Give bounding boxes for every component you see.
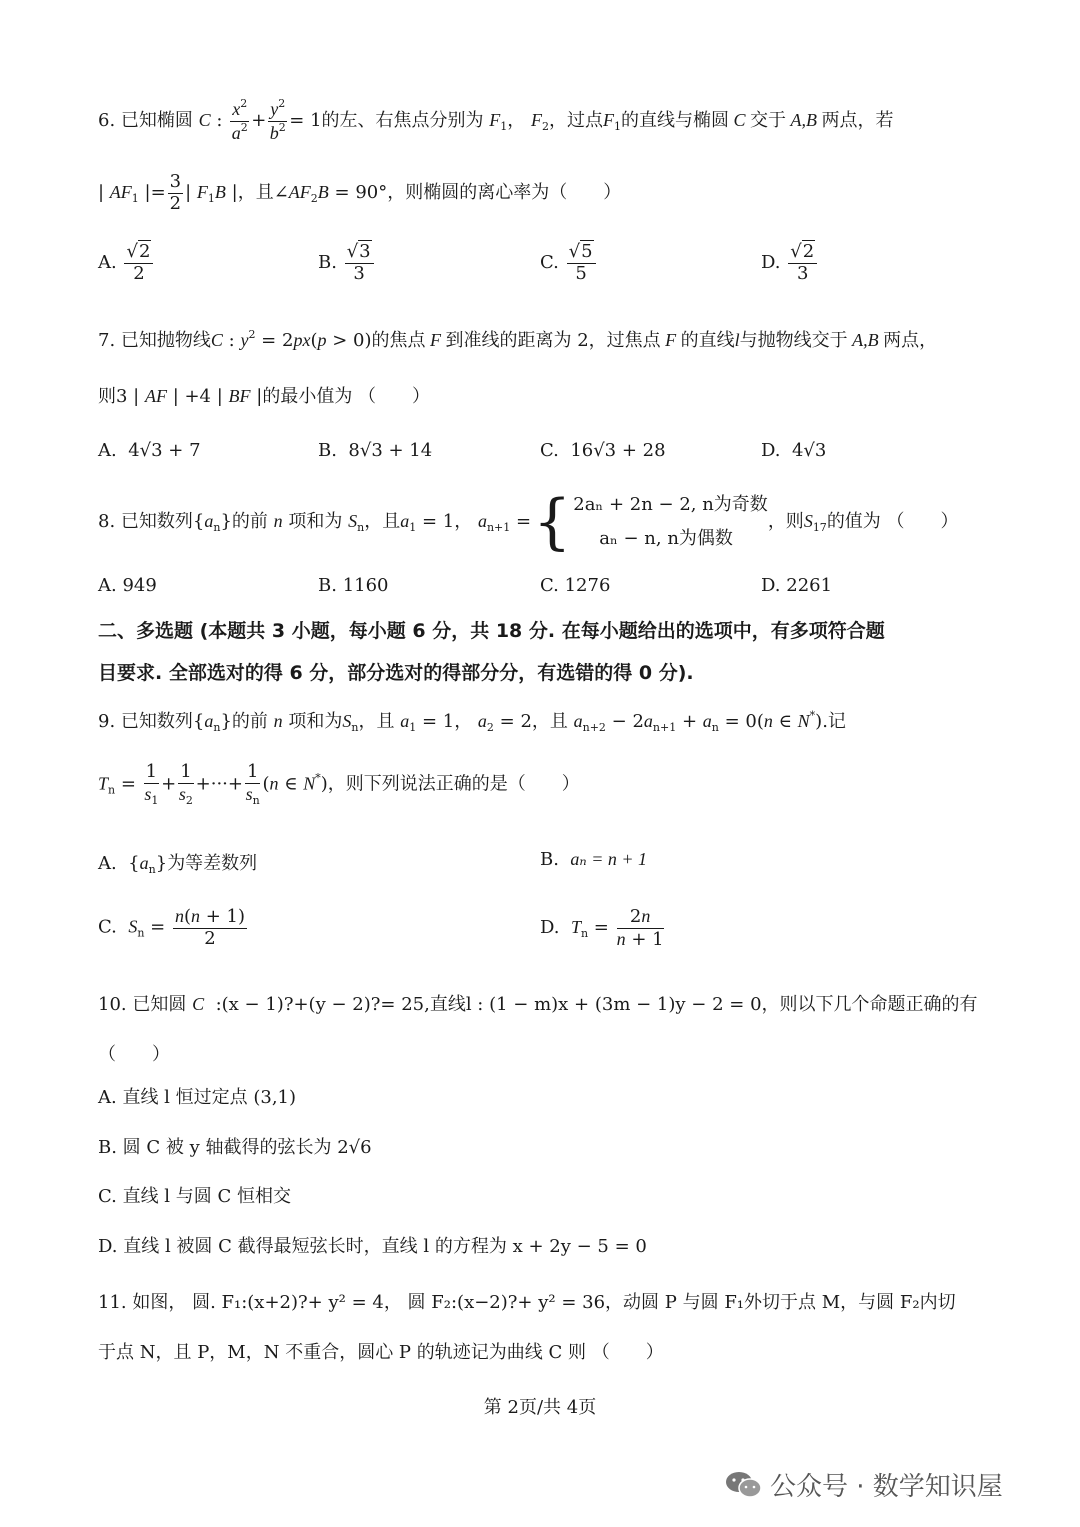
page-number: 第 2页/共 4页 — [483, 1397, 597, 1418]
q6-option-d: D. $\frac{√2}{3}$ — [761, 242, 819, 284]
q7-option-a: A. 4√3 + 7 — [98, 440, 201, 461]
q7-option-b: B. 8√3 + 14 — [318, 440, 433, 461]
q9-line2: $T_n$ = $\frac{1}{s_1}$ + $\frac{1}{s_2}$ +···+ $\frac{1}{s_n}$ (n ∈ N*)，则下列说法正确的是（ ） — [98, 761, 580, 807]
q8-line: 8. 已知数列$\{a_n\}$的前 n 项和为 $S_n$，且$a_1 = 1$， $a_{n+1}$ ={ 2aₙ + 2n − 2, n为奇数 aₙ − n, n为偶数 ，则$S_{17}$的值为 （ ） — [98, 487, 959, 557]
q9-option-b: B. aₙ = n + 1 — [540, 849, 647, 870]
q9-line1: 9. 已知数列$\{a_n\}$的前 n 项和为$S_n$，且 $a_1 = 1$， $a_2 = 2$，且 $a_{n+2} - 2a_{n+1} + a_n = 0(n$ ∈ N*).记 — [98, 709, 846, 734]
q7-line1: 7. 已知抛物线C : $y^2 = 2px(p > 0)$的焦点 F 到准线的距离为 2，过焦点 F 的直线l与抛物线交于 A,B 两点， — [98, 328, 938, 351]
watermark: 公众号 · 数学知识屋 — [724, 1466, 1003, 1503]
q7-line2: 则3 | AF | +4 | BF |的最小值为 （ ） — [98, 386, 431, 407]
q6-option-a: A. $\frac{√2}{2}$ — [98, 242, 155, 284]
section2-heading-line2: 目要求. 全部选对的得 6 分，部分选对的得部分分，有选错的得 0 分). — [98, 662, 694, 684]
q10-paren: （ ） — [98, 1044, 170, 1065]
q6-line2: | $AF_1$ |= $\frac{3}{2}$ | $F_1B$ |，且$\angle AF_2B = 90^\circ$，则椭圆的离心率为（ ） — [98, 171, 622, 214]
q8-option-c: C. 1276 — [540, 575, 611, 596]
q10-option-b: B. 圆 C 被 y 轴截得的弦长为 2√6 — [98, 1137, 372, 1158]
q11-line2: 于点 N，且 P，M，N 不重合，圆心 P 的轨迹记为曲线 C 则 （ ） — [98, 1342, 664, 1363]
q10-option-c: C. 直线 l 与圆 C 恒相交 — [98, 1186, 291, 1207]
q7-option-d: D. 4√3 — [761, 440, 827, 461]
q10-line1: 10. 已知圆 C :(x − 1)?+(y − 2)?= 25,直线l : (1 − m)x + (3m − 1)y − 2 = 0，则以下几个命题正确的有 — [98, 994, 978, 1015]
q10-option-d: D. 直线 l 被圆 C 截得最短弦长时，直线 l 的方程为 x + 2y − 5 = 0 — [98, 1236, 647, 1257]
q8-option-d: D. 2261 — [761, 575, 833, 596]
q9-option-a: A. $\{a_n\}$为等差数列 — [98, 853, 258, 876]
q9-option-c: C. $S_n$ = $\frac{n(n + 1)}{2}$ — [98, 906, 245, 949]
q9-option-d: D. $T_n$ = $\frac{2n}{n + 1}$ — [540, 906, 664, 950]
q10-option-a: A. 直线 l 恒过定点 (3,1) — [98, 1087, 297, 1108]
q7-option-c: C. 16√3 + 28 — [540, 440, 666, 461]
wechat-icon — [724, 1470, 764, 1500]
q6-option-b: B. $\frac{√3}{3}$ — [318, 242, 376, 284]
q8-option-b: B. 1160 — [318, 575, 389, 596]
q11-line1: 11. 如图， 圆. F₁:(x+2)?+ y² = 4， 圆 F₂:(x−2)?+ y² = 36，动圆 P 与圆 F₁外切于点 M，与圆 F₂内切 — [98, 1292, 956, 1313]
q8-option-a: A. 949 — [98, 575, 157, 596]
q6-option-c: C. $\frac{√5}{5}$ — [540, 242, 598, 284]
section2-heading-line1: 二、多选题 (本题共 3 小题，每小题 6 分，共 18 分. 在每小题给出的选项中，有多项符合题 — [98, 620, 885, 642]
q6-line1: 6. 已知椭圆 C : $\frac{x^2}{a^2}$ + $\frac{y^2}{b^2}$ = 1的左、右焦点分别为 $F_1$， $F_2$，过点$F_1$的直线与椭圆 C 交于 A,B 两点，若 — [98, 97, 894, 143]
